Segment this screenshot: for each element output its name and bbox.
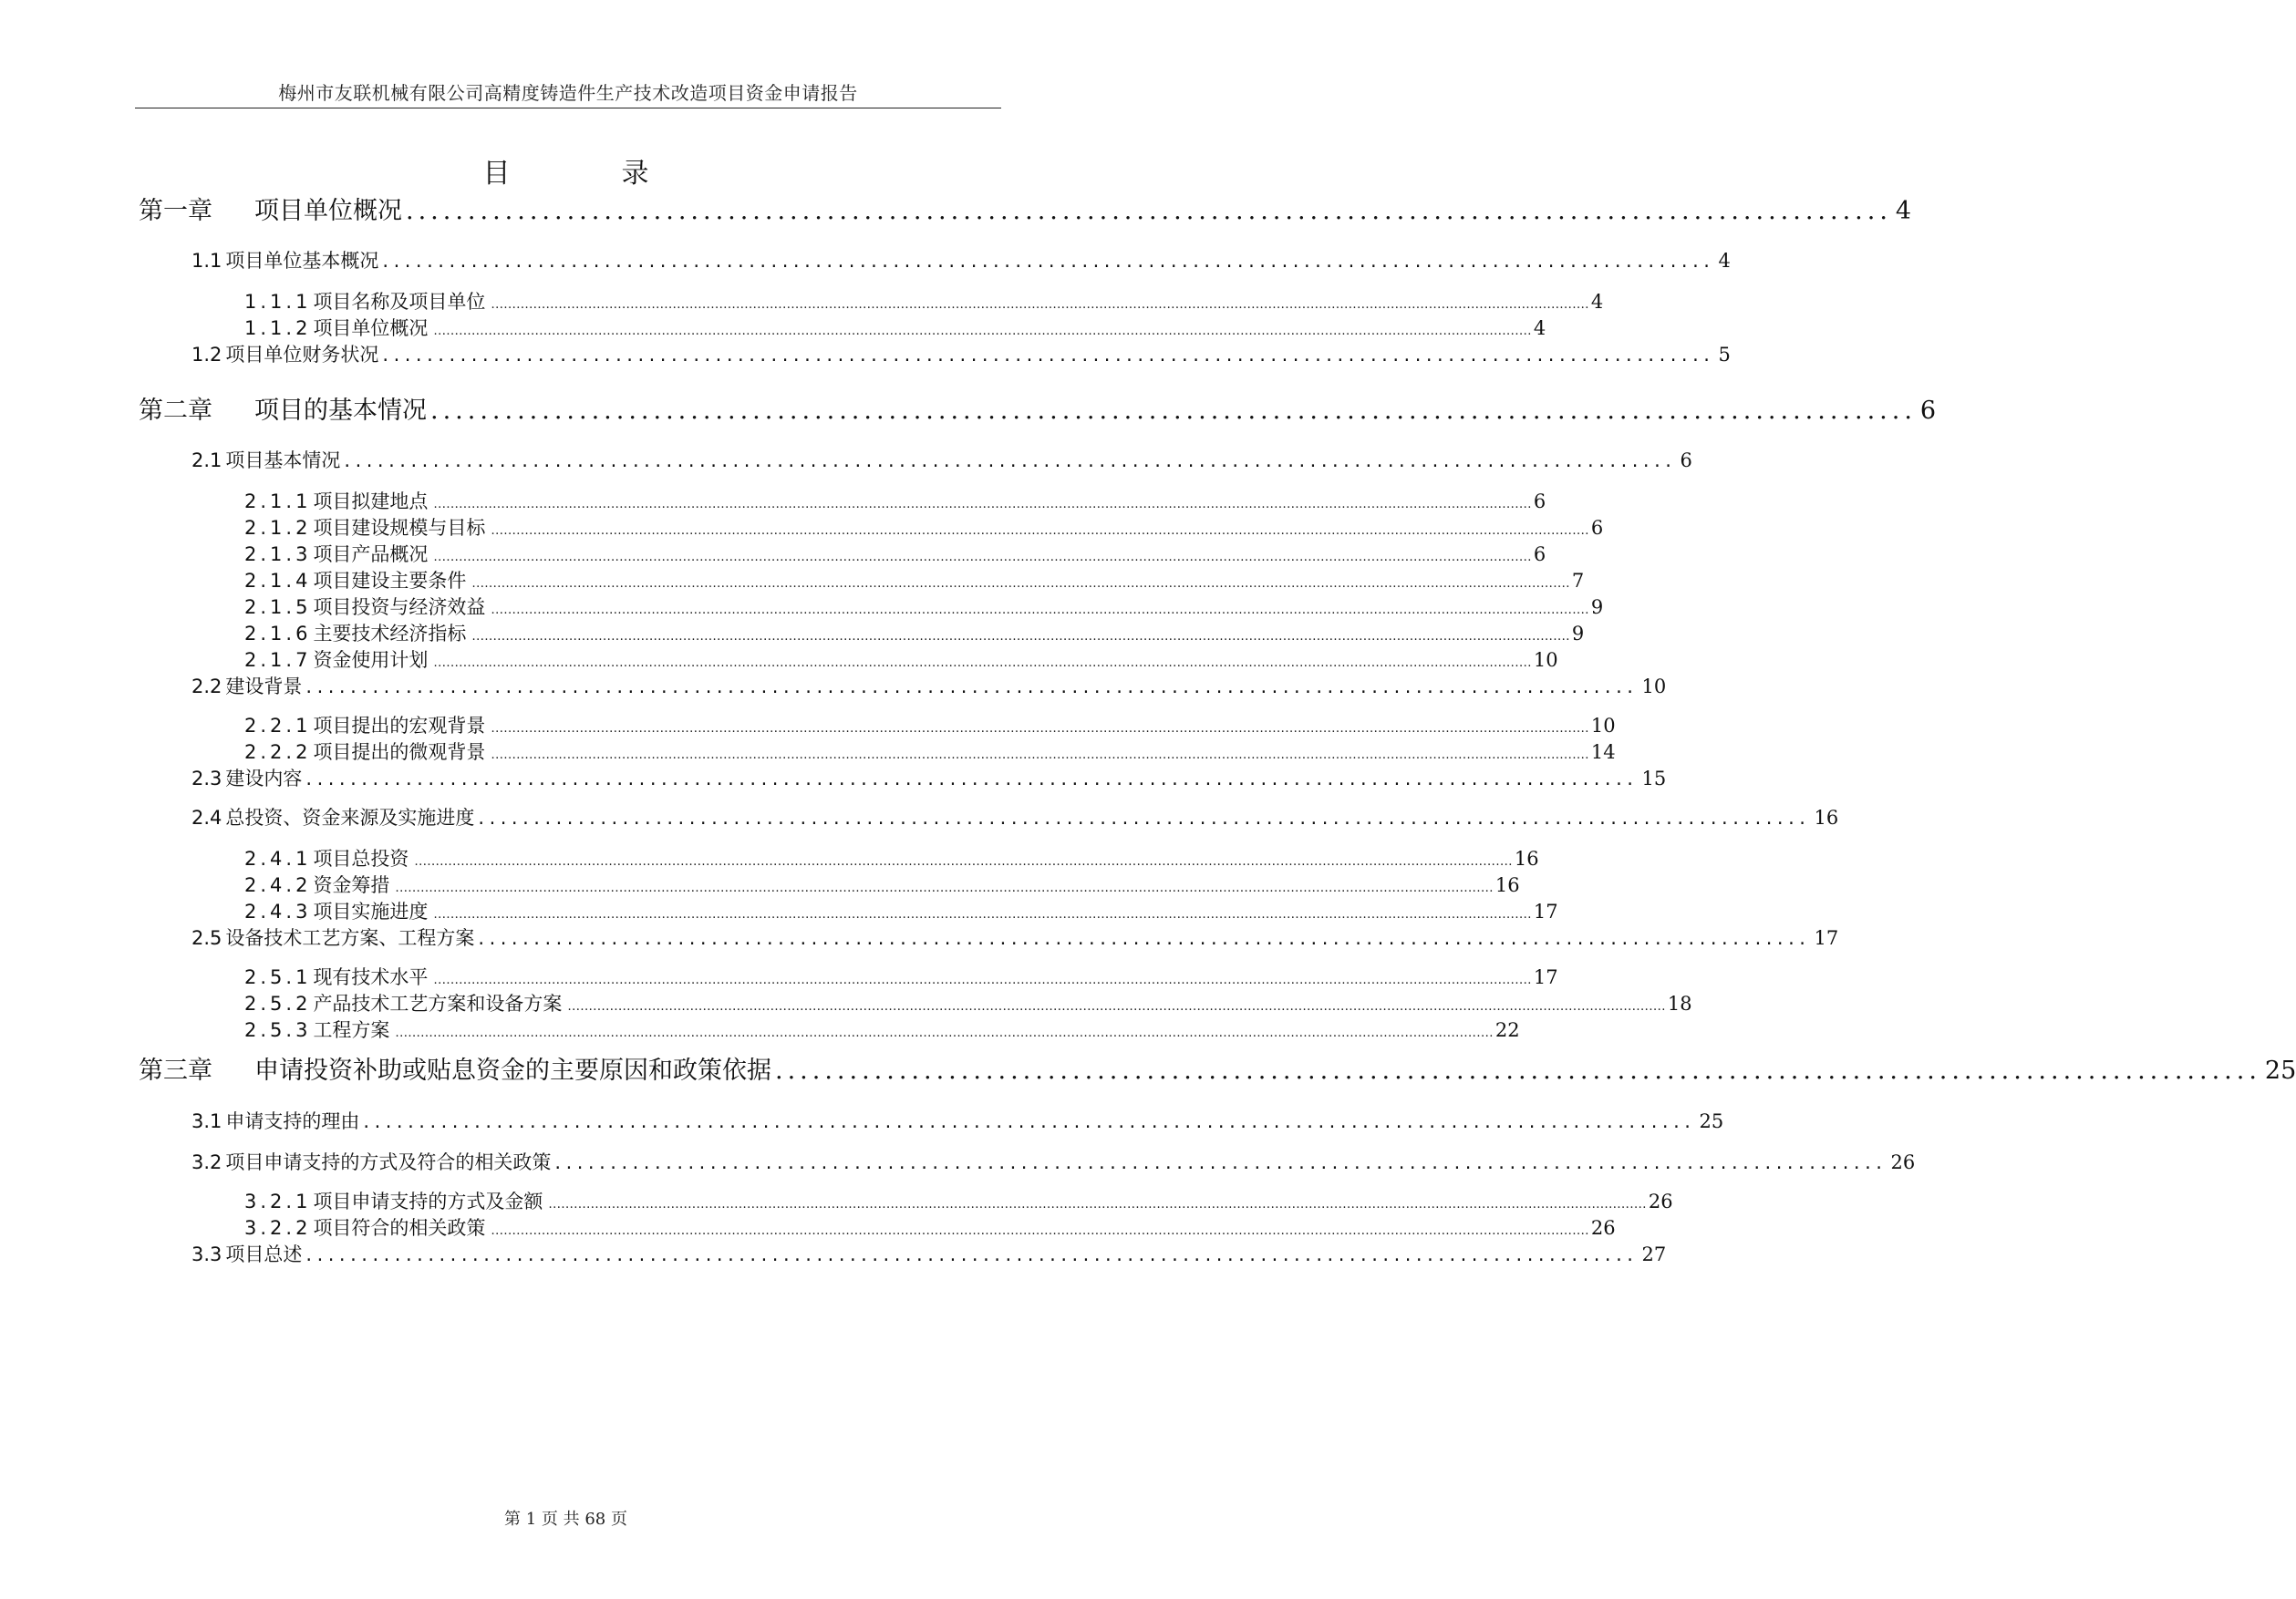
toc-entry-title: 项目的基本情况 [254,397,427,425]
toc-entry-label [191,803,474,830]
toc-entry-title: 产品技术工艺方案和设备方案 [313,993,563,1015]
dot-leader: .................................................................................................................................................................................................................................................................... [567,1000,1666,1014]
toc-entry-number: 2.4.3 [244,901,312,923]
dot-leader: .................................................................................................................................................................................................................................................................... [548,1198,1647,1212]
toc-entry-label [244,619,466,646]
dot-leader: ........................................................................................................................ [775,1057,2261,1085]
toc-entry-label [244,314,428,341]
toc-entry-label [244,1187,543,1214]
dot-leader: .................................................................................................................................................................................................................................................................... [491,524,1589,538]
dot-leader: .................................................................................................................................................................................................................................................................... [433,974,1532,987]
dot-leader: ........................................................................................................................ [382,344,1715,366]
toc-entry-level-3[interactable] [244,287,1604,315]
toc-entry-level-1[interactable] [139,390,1937,426]
toc-entry-level-3[interactable] [244,513,1604,541]
toc-entry-label [244,711,485,738]
toc-entry-level-2[interactable] [191,340,1731,367]
toc-entry-title: 项目名称及项目单位 [313,291,486,313]
toc-entry-level-3[interactable] [244,593,1604,620]
toc-entry-page-number: 7 [1571,570,1585,592]
toc-entry-level-2[interactable] [191,764,1667,791]
toc-entry-level-3[interactable] [244,487,1546,514]
toc-entry-level-2[interactable] [191,1148,1916,1175]
toc-entry-title: 项目拟建地点 [313,490,429,512]
toc-entry-label [191,1107,359,1134]
toc-entry-label [191,1148,551,1175]
dot-leader: .................................................................................................................................................................................................................................................................... [471,577,1570,591]
toc-entry-page-number: 4 [1895,197,1912,225]
toc-entry-page-number: 6 [1680,449,1692,471]
toc-entry-title: 项目建设主要条件 [313,570,467,592]
toc-entry-level-2[interactable] [191,1107,1724,1134]
toc-entry-number: 2.1.7 [244,649,312,671]
dot-leader: .................................................................................................................................................................................................................................................................... [491,603,1589,617]
toc-entry-title: 项目单位概况 [254,197,402,225]
toc-entry-label [244,738,485,765]
toc-entry-number: 2.1.6 [244,623,312,645]
toc-entry-number: 2.1 [191,449,222,471]
toc-entry-page-number: 4 [1533,317,1546,339]
toc-entry-label [191,923,474,951]
toc-entry-level-3[interactable] [244,871,1520,898]
toc-entry-label [244,566,466,593]
toc-entry-number: 2.4.2 [244,874,312,896]
toc-entry-title: 项目总投资 [313,848,409,870]
dot-leader: ........................................................................................................................ [305,768,1639,789]
toc-entry-title: 项目提出的微观背景 [313,741,486,763]
toc-entry-number: 第三章 [139,1057,212,1085]
dot-leader: .................................................................................................................................................................................................................................................................... [491,748,1589,762]
toc-entry-number: 2.1.3 [244,543,312,565]
toc-entry-label [244,593,485,620]
toc-entry-title: 建设内容 [225,768,303,789]
dot-leader: ........................................................................................................................ [478,927,1811,949]
toc-entry-number: 2.5 [191,927,222,949]
toc-entry-number: 2.3 [191,768,222,789]
toc-entry-label [244,871,389,898]
toc-entry-page-number: 10 [1590,715,1616,737]
toc-entry-number: 1.1.1 [244,291,312,313]
toc-entry-number: 3.2 [191,1151,222,1173]
toc-entry-title: 工程方案 [313,1019,390,1041]
toc-entry-page-number: 6 [1590,517,1604,539]
toc-entry-page-number: 27 [1641,1243,1667,1265]
toc-entry-title: 项目符合的相关政策 [313,1217,486,1239]
toc-entry-number: 第二章 [139,397,212,425]
toc-entry-level-3[interactable] [244,1213,1616,1241]
toc-entry-number: 2.1.2 [244,517,312,539]
toc-entry-title: 项目申请支持的方式及金额 [313,1191,543,1212]
toc-entry-number: 第一章 [139,197,212,225]
toc-entry-level-2[interactable] [191,1240,1667,1267]
dot-leader: .................................................................................................................................................................................................................................................................... [433,325,1532,338]
toc-entry-level-3[interactable] [244,619,1585,646]
toc-entry-label [191,764,302,791]
page-footer: 第 1 页 共 68 页 [504,1510,627,1529]
toc-entry-page-number: 14 [1590,741,1616,763]
dot-leader: ........................................................................................................................ [430,397,1917,425]
toc-entry-page-number: 17 [1533,966,1558,988]
toc-entry-number: 3.1 [191,1110,222,1132]
dot-leader: ........................................................................................................................ [382,250,1715,272]
toc-entry-page-number: 16 [1494,874,1520,896]
toc-entry-page-number: 9 [1571,623,1585,645]
toc-entry-level-3[interactable] [244,314,1546,341]
toc-entry-title: 总投资、资金来源及实施进度 [225,807,475,829]
toc-entry-page-number: 25 [2264,1057,2296,1085]
toc-entry-title: 申请投资补助或贴息资金的主要原因和政策依据 [254,1057,771,1085]
dot-leader: .................................................................................................................................................................................................................................................................... [395,882,1494,895]
toc-entry-page-number: 26 [1648,1191,1673,1212]
dot-leader: .................................................................................................................................................................................................................................................................... [395,1026,1494,1040]
toc-entry-page-number: 22 [1494,1019,1520,1041]
toc-entry-level-3[interactable] [244,963,1558,990]
dot-leader: .................................................................................................................................................................................................................................................................... [471,630,1570,644]
toc-entry-number: 2.1.5 [244,596,312,618]
toc-entry-number: 2.5.2 [244,993,312,1015]
toc-entry-label [244,540,428,567]
toc-entry-level-3[interactable] [244,1187,1673,1214]
toc-entry-title: 项目单位基本概况 [225,250,379,272]
toc-entry-page-number: 16 [1814,807,1839,829]
toc-entry-title: 设备技术工艺方案、工程方案 [225,927,475,949]
toc-entry-page-number: 4 [1718,250,1731,272]
toc-entry-level-3[interactable] [244,1016,1520,1043]
dot-leader: .................................................................................................................................................................................................................................................................... [433,908,1532,922]
toc-entry-title: 资金使用计划 [313,649,429,671]
toc-entry-title: 项目总述 [225,1243,303,1265]
dot-leader: .................................................................................................................................................................................................................................................................... [491,722,1589,736]
toc-entry-page-number: 4 [1590,291,1604,313]
page-header-title: 梅州市友联机械有限公司高精度铸造件生产技术改造项目资金申请报告 [278,82,858,104]
toc-entry-level-3[interactable] [244,738,1616,765]
toc-entry-title: 项目单位财务状况 [225,344,379,366]
toc-entry-title: 项目申请支持的方式及符合的相关政策 [225,1151,552,1173]
toc-entry-number: 3.2.1 [244,1191,312,1212]
dot-leader: ........................................................................................................................ [344,449,1677,471]
toc-entry-page-number: 25 [1699,1110,1724,1132]
toc-entry-label [139,1050,771,1086]
toc-entry-level-2[interactable] [191,803,1839,830]
toc-entry-level-3[interactable] [244,897,1558,924]
toc-entry-title: 项目建设规模与目标 [313,517,486,539]
toc-entry-number: 3.3 [191,1243,222,1265]
toc-entry-label [191,246,378,273]
toc-entry-number: 2.2.1 [244,715,312,737]
dot-leader: ........................................................................................................................ [406,197,1892,225]
toc-entry-page-number: 18 [1667,993,1692,1015]
dot-leader: ........................................................................................................................ [554,1151,1887,1173]
toc-entry-level-2[interactable] [191,923,1839,951]
toc-entry-level-3[interactable] [244,989,1692,1016]
toc-entry-title: 项目投资与经济效益 [313,596,486,618]
toc-entry-page-number: 26 [1890,1151,1916,1173]
toc-entry-page-number: 16 [1514,848,1539,870]
toc-entry-label [244,487,428,514]
toc-entry-label [244,513,485,541]
toc-entry-title: 资金筹措 [313,874,390,896]
toc-entry-title: 项目提出的宏观背景 [313,715,486,737]
toc-entry-page-number: 6 [1919,397,1937,425]
toc-entry-number: 1.1 [191,250,222,272]
toc-entry-title: 主要技术经济指标 [313,623,467,645]
dot-leader: ........................................................................................................................ [478,807,1811,829]
dot-leader: .................................................................................................................................................................................................................................................................... [491,1224,1589,1238]
toc-entry-number: 2.5.3 [244,1019,312,1041]
toc-entry-level-3[interactable] [244,566,1585,593]
toc-entry-level-2[interactable] [191,672,1667,699]
toc-entry-label [244,1016,389,1043]
toc-entry-level-1[interactable] [139,1050,2296,1086]
toc-entry-label [244,1213,485,1241]
toc-entry-title: 申请支持的理由 [225,1110,360,1132]
dot-leader: .................................................................................................................................................................................................................................................................... [491,298,1589,312]
toc-entry-number: 2.1.1 [244,490,312,512]
dot-leader: .................................................................................................................................................................................................................................................................... [414,855,1513,869]
toc-heading: 目 录 [482,158,691,190]
toc-entry-level-1[interactable] [139,191,1912,226]
dot-leader: .................................................................................................................................................................................................................................................................... [433,656,1532,670]
toc-entry-page-number: 10 [1533,649,1558,671]
toc-entry-number: 2.2 [191,676,222,697]
toc-entry-number: 1.2 [191,344,222,366]
toc-entry-title: 建设背景 [225,676,303,697]
dot-leader: ........................................................................................................................ [305,676,1639,697]
toc-entry-page-number: 17 [1533,901,1558,923]
toc-entry-number: 2.2.2 [244,741,312,763]
toc-entry-label [191,340,378,367]
toc-entry-number: 3.2.2 [244,1217,312,1239]
toc-entry-title: 项目基本情况 [225,449,341,471]
toc-entry-label [244,897,428,924]
toc-entry-level-3[interactable] [244,540,1546,567]
toc-entry-number: 2.4 [191,807,222,829]
toc-entry-label [139,191,402,226]
dot-leader: ........................................................................................................................ [363,1110,1696,1132]
toc-entry-label [244,645,428,673]
toc-entry-label [139,390,427,426]
toc-entry-level-3[interactable] [244,844,1539,872]
toc-entry-label [191,1240,302,1267]
toc-entry-page-number: 10 [1641,676,1667,697]
toc-entry-label [191,672,302,699]
toc-entry-page-number: 6 [1533,490,1546,512]
toc-entry-title: 现有技术水平 [313,966,429,988]
toc-entry-number: 2.5.1 [244,966,312,988]
toc-entry-level-2[interactable] [191,246,1731,273]
toc-entry-level-3[interactable] [244,711,1616,738]
toc-entry-label [191,446,340,473]
toc-entry-page-number: 5 [1718,344,1731,366]
toc-entry-label [244,963,428,990]
toc-entry-level-3[interactable] [244,645,1558,673]
toc-entry-page-number: 26 [1590,1217,1616,1239]
toc-entry-page-number: 9 [1590,596,1604,618]
toc-entry-title: 项目产品概况 [313,543,429,565]
dot-leader: .................................................................................................................................................................................................................................................................... [433,498,1532,511]
dot-leader: ........................................................................................................................ [305,1243,1639,1265]
toc-entry-label [244,287,485,315]
dot-leader: .................................................................................................................................................................................................................................................................... [433,551,1532,564]
toc-entry-number: 2.4.1 [244,848,312,870]
toc-entry-title: 项目实施进度 [313,901,429,923]
toc-entry-page-number: 17 [1814,927,1839,949]
toc-entry-number: 1.1.2 [244,317,312,339]
toc-entry-level-2[interactable] [191,446,1692,473]
toc-entry-number: 2.1.4 [244,570,312,592]
toc-entry-label [244,844,409,872]
toc-entry-page-number: 6 [1533,543,1546,565]
toc-entry-title: 项目单位概况 [313,317,429,339]
toc-entry-label [244,989,562,1016]
toc-entry-page-number: 15 [1641,768,1667,789]
